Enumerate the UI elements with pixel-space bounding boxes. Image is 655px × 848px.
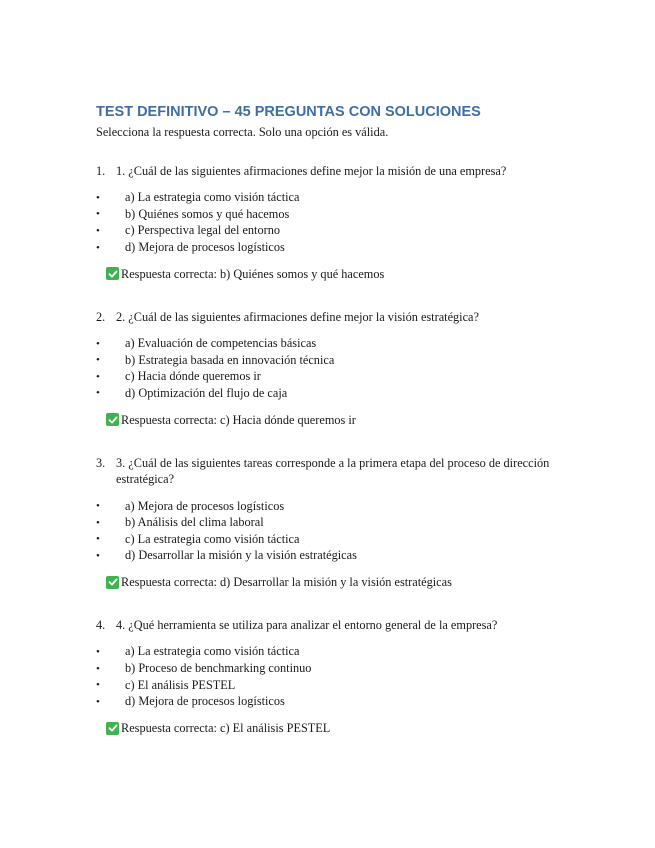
option-item <box>96 660 576 677</box>
bullet-icon: • <box>96 370 100 383</box>
bullet-icon: • <box>96 208 100 221</box>
bullet-icon: • <box>96 679 100 692</box>
question-2 <box>96 309 576 428</box>
option-item <box>96 498 576 515</box>
bullet-icon: • <box>96 533 100 546</box>
option-text: c) Perspectiva legal del entorno <box>125 223 281 238</box>
options-list <box>96 498 576 564</box>
option-item <box>96 644 576 661</box>
question-3 <box>96 455 576 590</box>
bullet-icon: • <box>96 549 100 562</box>
question-number: 4. <box>96 618 106 633</box>
question-4 <box>96 617 576 736</box>
option-text: d) Mejora de procesos logísticos <box>125 240 285 255</box>
option-item <box>96 369 576 386</box>
options-list <box>96 335 576 401</box>
document-content <box>96 103 576 736</box>
bullet-icon: • <box>96 241 100 254</box>
question-text: 1. ¿Cuál de las siguientes afirmaciones define mejor la misión de una empresa? <box>116 164 507 178</box>
check-mark-icon <box>106 576 119 589</box>
bullet-icon: • <box>96 516 100 529</box>
correct-answer-text: Respuesta correcta: d) Desarrollar la misión y la visión estratégicas <box>121 575 452 590</box>
document-subtitle: Selecciona la respuesta correcta. Solo una opción es válida. <box>96 125 389 139</box>
correct-answer-text: Respuesta correcta: b) Quiénes somos y qué hacemos <box>121 266 385 281</box>
option-item <box>96 239 576 256</box>
question-heading <box>96 617 576 634</box>
check-mark-icon <box>106 413 119 426</box>
option-text: c) El análisis PESTEL <box>125 677 236 692</box>
bullet-icon: • <box>96 337 100 350</box>
correct-answer-text: Respuesta correcta: c) Hacia dónde queremos ir <box>121 412 356 427</box>
option-item <box>96 677 576 694</box>
check-mark-icon <box>106 267 119 280</box>
option-item <box>96 514 576 531</box>
option-item <box>96 385 576 402</box>
option-text: c) Hacia dónde queremos ir <box>125 369 261 384</box>
question-text: 2. ¿Cuál de las siguientes afirmaciones define mejor la visión estratégica? <box>116 309 479 324</box>
options-list <box>96 190 576 256</box>
option-item <box>96 352 576 369</box>
correct-answer <box>106 574 576 590</box>
option-text: b) Proceso de benchmarking continuo <box>125 661 312 676</box>
question-number: 3. <box>96 455 106 470</box>
question-heading <box>96 309 576 326</box>
option-item <box>96 335 576 352</box>
option-text: a) Mejora de procesos logísticos <box>125 498 285 513</box>
question-text: 3. ¿Cuál de las siguientes tareas corresponde a la primera etapa del proceso de dirección estratégica? <box>116 455 550 487</box>
option-item <box>96 548 576 565</box>
option-text: a) Evaluación de competencias básicas <box>125 336 317 351</box>
option-text: d) Desarrollar la misión y la visión estratégicas <box>125 548 357 563</box>
question-heading <box>96 163 576 180</box>
document-title: TEST DEFINITIVO – 45 PREGUNTAS CON SOLUCIONES <box>96 104 481 120</box>
bullet-icon: • <box>96 695 100 708</box>
correct-answer <box>106 412 576 428</box>
check-mark-icon <box>106 722 119 735</box>
question-1 <box>96 163 576 282</box>
bullet-icon: • <box>96 645 100 658</box>
option-text: b) Estrategia basada en innovación técnica <box>125 352 335 367</box>
option-item <box>96 531 576 548</box>
bullet-icon: • <box>96 224 100 237</box>
question-number: 1. <box>96 164 106 178</box>
option-text: d) Optimización del flujo de caja <box>125 385 288 400</box>
question-heading <box>96 455 576 488</box>
question-text: 4. ¿Qué herramienta se utiliza para analizar el entorno general de la empresa? <box>116 618 498 633</box>
correct-answer-text: Respuesta correcta: c) El análisis PESTEL <box>121 721 331 735</box>
option-text: d) Mejora de procesos logísticos <box>125 694 285 709</box>
correct-answer <box>106 720 576 736</box>
option-text: b) Quiénes somos y qué hacemos <box>125 206 290 221</box>
bullet-icon: • <box>96 387 100 400</box>
bullet-icon: • <box>96 191 100 204</box>
option-text: c) La estrategia como visión táctica <box>125 531 300 546</box>
bullet-icon: • <box>96 500 100 513</box>
option-text: a) La estrategia como visión táctica <box>125 190 300 205</box>
correct-answer <box>106 266 576 282</box>
question-number: 2. <box>96 309 106 324</box>
option-text: b) Análisis del clima laboral <box>125 515 264 530</box>
options-list <box>96 644 576 710</box>
option-text: a) La estrategia como visión táctica <box>125 644 300 659</box>
option-item <box>96 206 576 223</box>
option-item <box>96 190 576 207</box>
bullet-icon: • <box>96 662 100 675</box>
bullet-icon: • <box>96 354 100 367</box>
option-item <box>96 223 576 240</box>
option-item <box>96 693 576 710</box>
